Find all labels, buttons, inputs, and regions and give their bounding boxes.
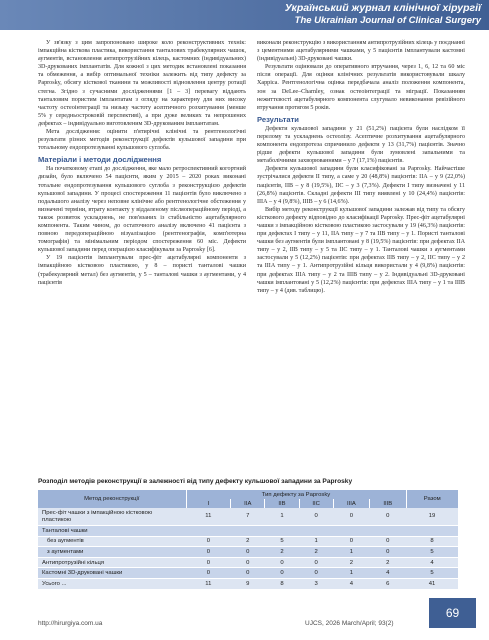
table-row [38, 526, 458, 537]
section-heading-methods: Матеріали і методи дослідження [38, 155, 162, 165]
cell: 0 [299, 508, 333, 526]
row-label: з аугментами [38, 547, 186, 558]
cell [333, 526, 369, 537]
cell: 9 [231, 578, 265, 589]
table-row [38, 536, 458, 547]
cell: 0 [186, 557, 231, 568]
journal-title-ua: Український журнал клінічної хірургії [284, 2, 481, 14]
cell [299, 526, 333, 537]
row-label: Кастомні 3D-друковані чашки [38, 568, 186, 579]
paragraph: Дефекти кульшової западини були класифіковані за Paprosky. Найчастіше зустрічалися дефекти ІІ типу, а саме у 20 (48,8%) пацієнтів: ІІА – у 9 (22,0%) пацієнтів, ІІВ – у 8 (19,5%), ІІС – у 3 (7,3%). Дефекти І типу визначені у 11 (26,8%) пацієнтів. Складні дефекти ІІІ типу виявлені у 10 (24,4%) пацієнтів: ІІІА – у 4 (9,8%), ІІІВ – у 6 (14,6%). [257, 166, 465, 205]
cell: 2 [370, 557, 406, 568]
cell: 0 [370, 508, 406, 526]
cell: 0 [333, 536, 369, 547]
row-label: без аугментів [38, 536, 186, 547]
cell: 1 [265, 508, 299, 526]
table-row [38, 557, 458, 568]
type-group-header: Тип дефекту за Paprosky [186, 490, 406, 499]
table-title: Розподіл методів реконструкції в залежності від типу дефекту кульшової западини за Paprosky [38, 478, 353, 485]
right-column [257, 39, 465, 295]
journal-url: http://hirurgiya.com.ua [38, 620, 103, 627]
cell-total: 4 [406, 557, 458, 568]
cell: 1 [333, 547, 369, 558]
cell: 0 [231, 547, 265, 558]
cell: 11 [186, 578, 231, 589]
cell: 8 [265, 578, 299, 589]
cell: 0 [186, 568, 231, 579]
table-row [38, 547, 458, 558]
type-header: I [186, 499, 231, 508]
table-row [38, 508, 458, 526]
cell: 2 [299, 547, 333, 558]
paragraph: Вибір методу реконструкції кульшової западини залежав від типу та обсягу кісткового дефекту відповідно до класифікації Paprosky. Прес-фіт ацетабулярні чашки з імпакційною кістковою пластикою застосували у 19 (46,3%) пацієнтів: при дефектах І типу – у 11, ІІА типу – у 7 та ІІВ типу – у 1. Пористі танталові чашки без аугментів були імплантовані у 8 (19,5%) пацієнтів: при дефектах ІІА типу – у 2, ІІВ типу – у 5 та ІІС типу – у 1. Танталові чашки з аугментами застосували у 5 (12,2%) пацієнтів: при дефектах ІІВ типу – у 2, ІІС типу – у 2 та ІІІА типу – у 1. Антипротрузійні кільця використали у 4 (9,8%) пацієнтів: при дефектах ІІІА типу – у 2 та ІІІВ типу – у 2. Індивідуальні 3D-друковані чашки імплантовані у 5 (12,2%) пацієнтів: при дефектах ІІІА типу – у 1 та ІІІВ типу – у 4 (див. таблицю). [257, 206, 465, 294]
row-label: Прес-фіт чашки з імпакційною кістковою пластикою [38, 508, 186, 526]
row-label: Усього ... [38, 578, 186, 589]
cell: 11 [186, 508, 231, 526]
type-header: IIIB [370, 499, 406, 508]
method-column-header: Метод реконструкції [38, 490, 186, 508]
cell: 0 [370, 547, 406, 558]
cell: 0 [299, 568, 333, 579]
paragraph-continued: виконали реконструкцію з використанням антипротрузійних кілець у поєднанні з цементними ацетабулярними чашками, у 5 пацієнтів імплантували кастомні (індивідуальні) 3D-друковані чашки. [257, 40, 465, 63]
methods-table [38, 490, 458, 590]
cell: 3 [299, 578, 333, 589]
cell [370, 526, 406, 537]
cell: 2 [333, 557, 369, 568]
cell: 0 [231, 557, 265, 568]
cell: 2 [231, 536, 265, 547]
cell: 4 [333, 578, 369, 589]
cell: 0 [265, 568, 299, 579]
cell: 0 [299, 557, 333, 568]
cell: 1 [333, 568, 369, 579]
paragraph: На початковому етапі до дослідження, яке мало ретроспективний когортний дизайн, було включено 54 пацієнти, яким у 2015 – 2020 роках виконані тотальне ендопротезування кульшового суглоба з реконструкцією дефектів кульшової западини. У процесі спостереження 11 пацієнтів було виключено з подальшого аналізу через неповне клінічне або рентгенологічне обстеження у визначені терміни, втрату контакту у віддаленому післяопераційному періоді, а також розвиток ускладнень, не пов'язаних із стабільністю ацетабулярного компонента. Таким чином, до остаточного аналізу включено 41 пацієнта з повною передопераційною візуалізацією (рентгенографія, комп'ютерна томографія) та мінімальним періодом спостереження 60 міс. Дефекти кульшової западини перед операцією класифікували за Paprosky [6]. [38, 166, 246, 254]
cell: 4 [370, 568, 406, 579]
cell-total: 5 [406, 547, 458, 558]
cell-total: 5 [406, 568, 458, 579]
cell [186, 526, 231, 537]
cell-total [406, 526, 458, 537]
journal-header-band [0, 0, 489, 30]
paragraph: Дефекти кульшової западини у 21 (51,2%) пацієнта були наслідком її перелому та ускладнень остеолізу. Асептичне розхитування ацетабулярного компонента ендопротеза спричинило дефекти у 13 (31,7%) пацієнтів. Значно рідше дефекти кульшової западини були зумовлені запальними та метаболічними захворюваннями – у 7 (17,1%) пацієнтів. [257, 125, 465, 165]
table-row-total [38, 578, 458, 589]
row-label: Антипротрузійні кільця [38, 557, 186, 568]
total-column-header: Разом [406, 490, 458, 508]
journal-title-en: The Ukrainian Journal of Clinical Surgery [294, 15, 481, 26]
type-header: IIB [265, 499, 299, 508]
cell: 7 [231, 508, 265, 526]
page-number: 69 [429, 598, 476, 628]
cell-total: 8 [406, 536, 458, 547]
cell: 1 [299, 536, 333, 547]
cell: 0 [265, 557, 299, 568]
cell: 0 [186, 547, 231, 558]
citation: UJCS, 2026 March/April; 93(2) [305, 620, 394, 627]
type-header: IIIA [333, 499, 369, 508]
type-header: IIC [299, 499, 333, 508]
cell: 6 [370, 578, 406, 589]
cell-total: 41 [406, 578, 458, 589]
paragraph-aim: Мета дослідження: оцінити п'ятирічні клінічні та рентгенологічні результати різних методів реконструкції дефектів кульшової западини при тотальному ендопротезуванні кульшового суглоба. [38, 129, 246, 152]
cell-total: 19 [406, 508, 458, 526]
cell: 0 [186, 536, 231, 547]
section-heading-results: Результати [257, 114, 299, 124]
cell: 0 [333, 508, 369, 526]
cell: 0 [370, 536, 406, 547]
table-row [38, 568, 458, 579]
paragraph: У зв'язку з цим запропоновано широке коло реконструктивних технік: імпакційна кісткова пластика, використання танталових трабекулярних чашок, аугментів, встановлення антипротрузійних кілець, кастомних (індивідуальних) 3D-друкованих імплантатів. Для кожної з цих методик встановлені показання та обмеження, а вибір оптимальної техніки залежить від типу дефекту за Paprosky, обсягу кісткової тканини та можливості відновлення центру ротації стегна. Згідно з сучасними дослідженнями [1 – 3] перевагу віддають танталовим пористим імплантатам з огляду на характерну для них високу частоту остеоінтеграції та низьку частоту асептичного розхитування (менше 5% у середньостроковій перспективі), а при дуже великих та непрошених дефектах – індивідуально виготовленим 3D-друкованим імплантатам. [38, 40, 246, 127]
cell: 2 [265, 547, 299, 558]
paragraph: У 19 пацієнтів імплантували прес-фіт ацетабулярні компоненти з імпакційною кістковою пластикою, у 8 – пористі танталові чашки (трабекулярний метал) без аугментів, у 5 – танталові чашки з аугментами, у 4 пацієнтів [38, 255, 246, 286]
cell: 5 [265, 536, 299, 547]
cell [265, 526, 299, 537]
row-label: Танталові чашки [38, 526, 186, 537]
left-column [38, 39, 246, 287]
cell [231, 526, 265, 537]
cell: 0 [231, 568, 265, 579]
paragraph: Результати оцінювали до оперативного втручання, через 1, 6, 12 та 60 міс після операції. Для оцінки клінічних результатів використовували шкалу Харріса. Рентгенологічна оцінка передбачала аналіз положення компонента, зон за DeLee–Charnley, ознак остеоінтеграції та міграції. Показанням нежиттєвості ацетабулярного компонента слугувало невиконання ревізійного втручання протягом 5 років. [257, 64, 465, 111]
type-header: IIA [231, 499, 265, 508]
